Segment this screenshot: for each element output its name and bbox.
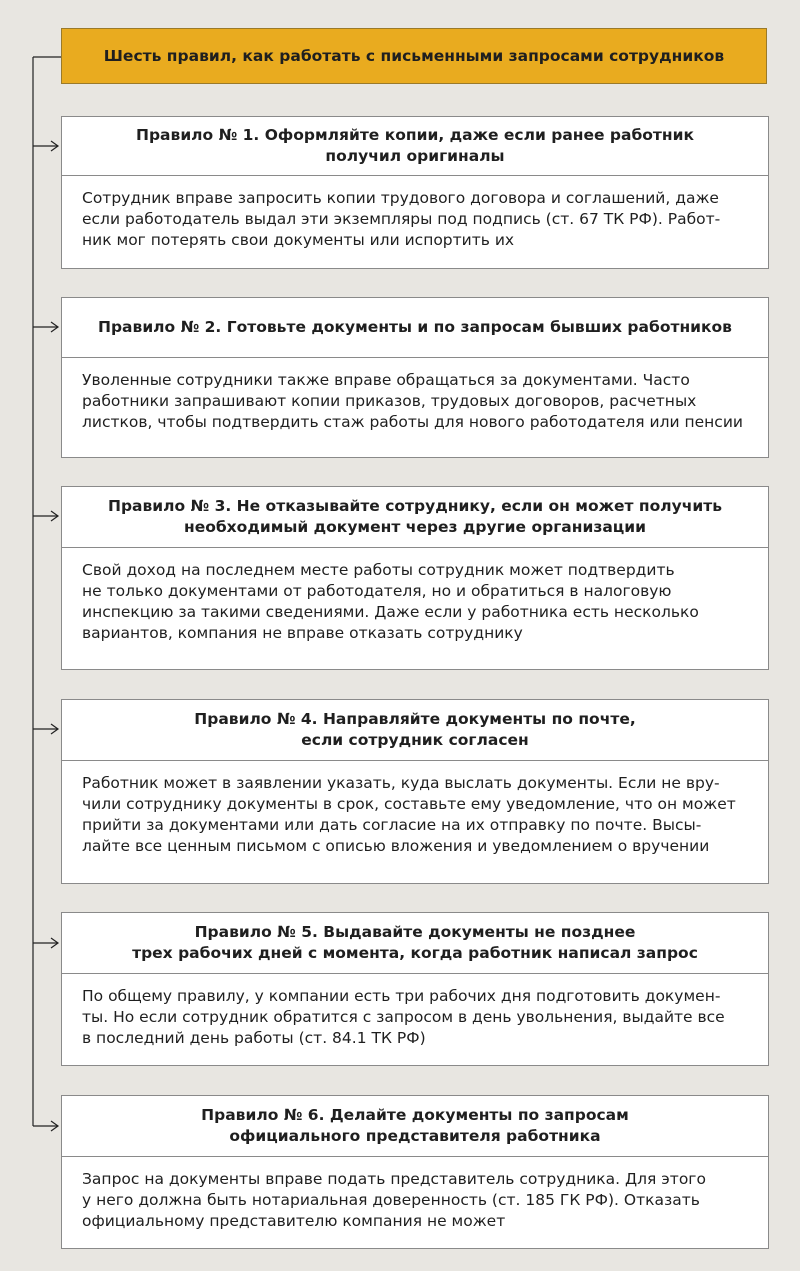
rule-card-3: [61, 486, 769, 670]
rule-heading: Правило № 3. Не отказывайте сотруднику, если он может получить необходимый документ через другие организации: [62, 487, 768, 548]
rule-card-5: [61, 912, 769, 1066]
rule-heading: Правило № 1. Оформляйте копии, даже если ранее работник получил оригиналы: [62, 117, 768, 176]
rule-body: Сотрудник вправе запросить копии трудового договора и соглашений, даже если работодатель выдал эти экземпляры под подпись (ст. 67 ТК РФ). Работ- ник мог потерять свои документы или испортить их: [82, 189, 721, 249]
rule-body: Уволенные сотрудники также вправе обращаться за документами. Часто работники запрашивают копии приказов, трудовых договоров, расчетных листков, чтобы подтвердить стаж работы для нового работодателя или пенсии: [82, 371, 743, 431]
rule-card-6: [61, 1095, 769, 1249]
rule-card-4: [61, 699, 769, 884]
rule-body: Запрос на документы вправе подать представитель сотрудника. Для этого у него должна быть нотариальная доверенность (ст. 185 ГК РФ). Отказать официальному представителю компания не может: [82, 1170, 706, 1230]
rule-heading: Правило № 5. Выдавайте документы не позднее трех рабочих дней с момента, когда работник написал запрос: [62, 913, 768, 974]
rule-body: Свой доход на последнем месте работы сотрудник может подтвердить не только документами от работодателя, но и обратиться в налоговую инспекцию за такими сведениями. Даже если у работника есть несколько вариантов, компания не вправе отказать сотруднику: [82, 561, 699, 642]
rule-card-2: [61, 297, 769, 458]
rule-body: Работник может в заявлении указать, куда выслать документы. Если не вру- чили сотруднику документы в срок, составьте ему уведомление, что он может прийти за документами или дать согласие на их отправку по почте. Высы- лайте все ценным письмом с описью вложения и уведомлением о вручении: [82, 774, 736, 855]
rule-heading: Правило № 4. Направляйте документы по почте, если сотрудник согласен: [62, 700, 768, 761]
rule-heading: Правило № 6. Делайте документы по запросам официального представителя работника: [62, 1096, 768, 1157]
page-title: Шесть правил, как работать с письменными запросами сотрудников: [61, 28, 767, 84]
rule-heading: Правило № 2. Готовьте документы и по запросам бывших работников: [62, 298, 768, 358]
rule-card-1: [61, 116, 769, 269]
rule-body: По общему правилу, у компании есть три рабочих дня подготовить докумен- ты. Но если сотрудник обратится с запросом в день увольнения, выдайте все в последний день работы (ст. 84.1 ТК РФ): [82, 987, 725, 1047]
